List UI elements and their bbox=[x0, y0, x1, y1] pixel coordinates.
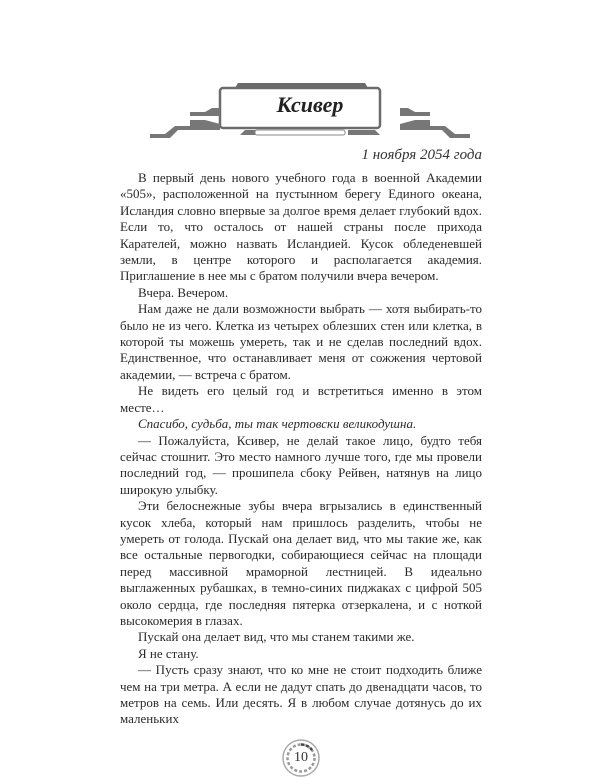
paragraph: Эти белоснежные зубы вчера вгрызались в единственный кусок хлеба, который нам пришлось разделить, чтобы не умереть от голода. Пускай она делает вид, что мы такие же, как все остальные первогодки, собирающиеся сейчас на площади перед массивной мраморной лестницей. В идеально выглаженных рубашках, в темно-синих пиджаках с цифрой 505 около сердца, где последняя пятерка отзеркалена, и с ноткой высокомерия в глазах. bbox=[120, 498, 482, 628]
paragraph: Вчера. Вечером. bbox=[138, 284, 229, 300]
body-text bbox=[120, 170, 482, 728]
italic-thought: Спасибо, судьба, ты так чертовски великодушна. bbox=[138, 416, 417, 432]
paragraph: Не видеть его целый год и встретиться именно в этом месте… bbox=[120, 383, 482, 415]
page-number-badge bbox=[281, 738, 321, 778]
page-column bbox=[120, 146, 482, 778]
paragraph: В первый день нового учебного года в военной Академии «505», расположенной на пустынном берегу Единого океана, Исландия словно впервые за долгое время делает глубокий вдох. Если то, что осталось от нашей страны после прихода Карателей, можно назвать Исландией. Кусок обледеневшей земли, в центре которого и располагается академия. Приглашение в нее мы с братом получили вчера вечером. bbox=[120, 170, 482, 284]
chapter-title: Ксивер bbox=[276, 92, 344, 117]
page-number: 10 bbox=[294, 749, 308, 765]
paragraph: Нам даже не дали возможности выбрать — хотя выбирать-то было не из чего. Клетка из четырех облезших стен или клетка, в которой ты можешь умереть, так и не сделав последний вдох. Единственное, что останавливает меня от сожжения чертовой академии, — встреча с братом. bbox=[120, 301, 482, 382]
chapter-date: 1 ноября 2054 года bbox=[361, 147, 482, 163]
paragraph: Пускай она делает вид, что мы станем такими же. bbox=[138, 629, 415, 645]
paragraph: — Пусть сразу знают, что ко мне не стоит подходить ближе чем на три метра. А если не дадут спать до двенадцати часов, то метров на семь. Или десять. Я в любом случае дотянусь до их маленьких bbox=[120, 662, 482, 727]
paragraph: Я не стану. bbox=[138, 645, 199, 661]
paragraph: — Пожалуйста, Ксивер, не делай такое лицо, будто тебя сейчас стошнит. Это место намного лучше того, где мы провели последний год, — прошипела сбоку Рейвен, натянув на лицо широкую улыбку. bbox=[120, 432, 482, 497]
chapter-header-ornament bbox=[150, 80, 470, 140]
